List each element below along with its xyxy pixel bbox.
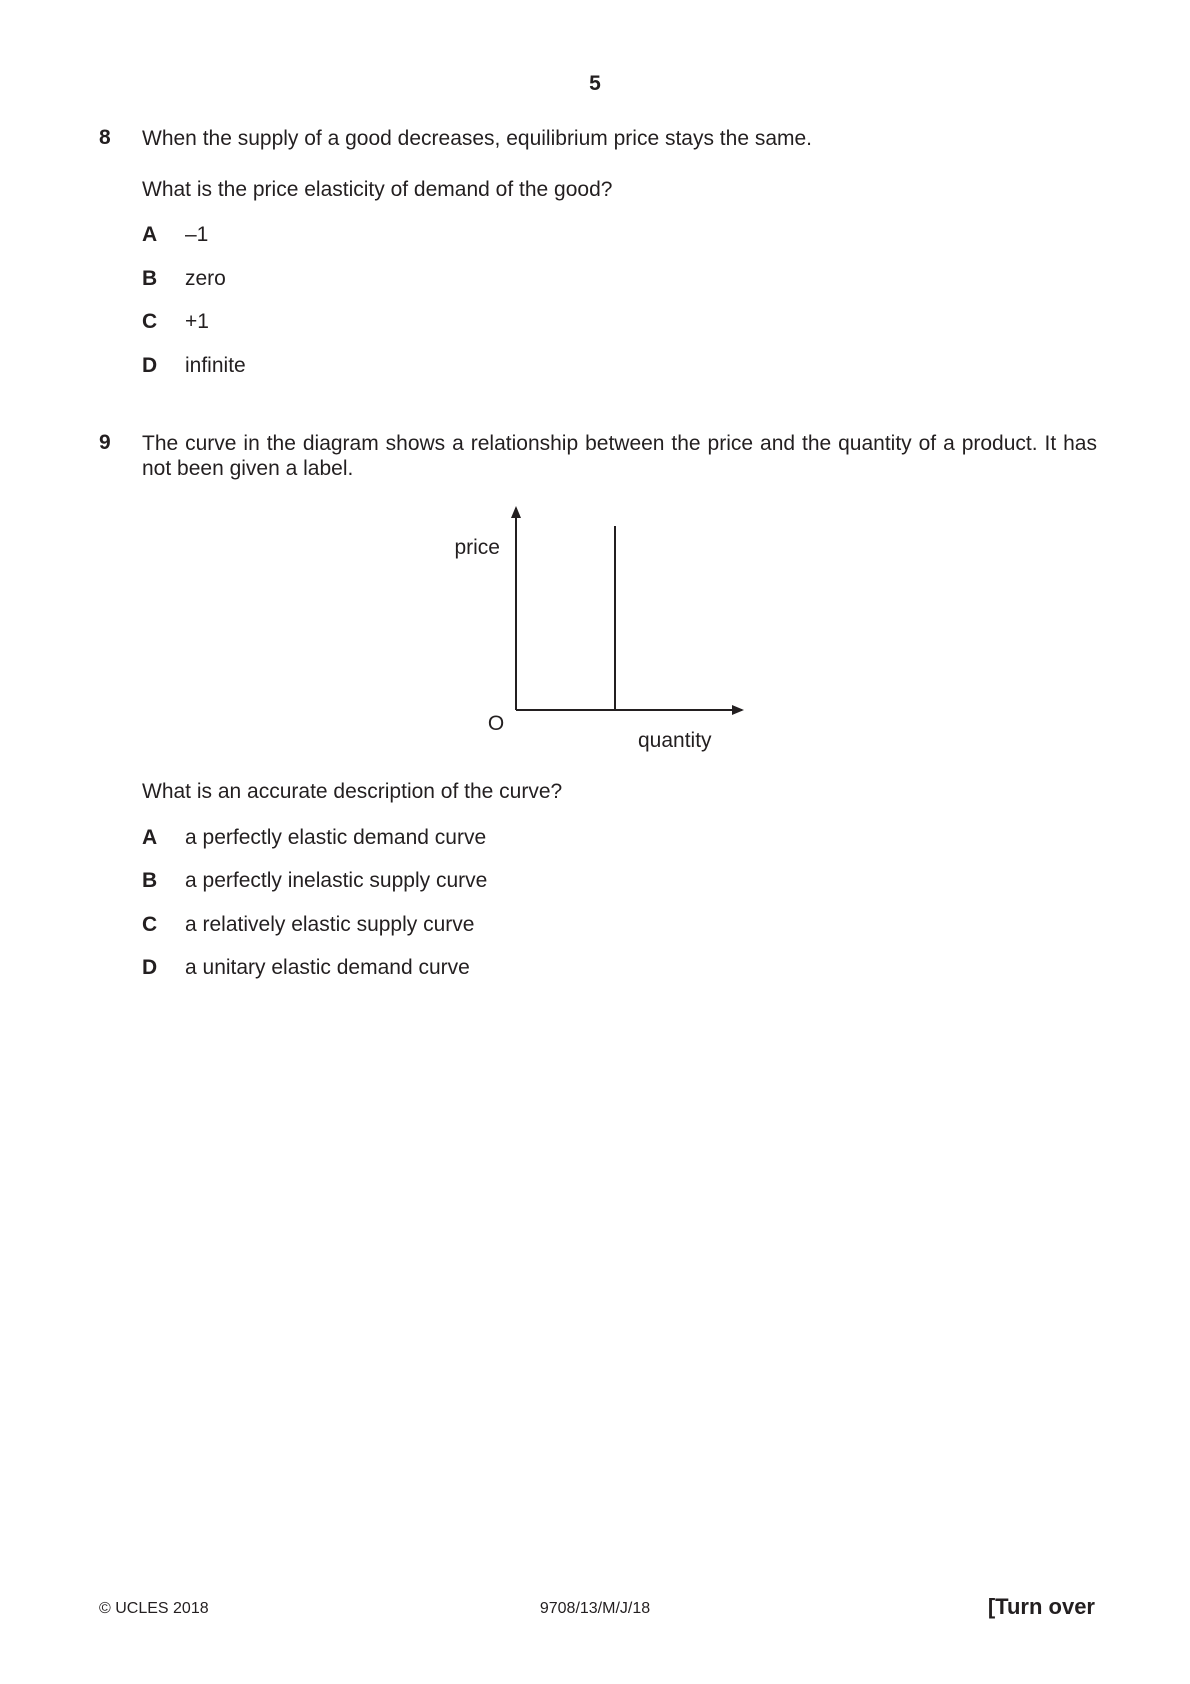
question-9-number: 9 [99, 431, 111, 454]
question-9-option-b-text: a perfectly inelastic supply curve [185, 869, 488, 892]
question-9-option-d-letter: D [142, 956, 158, 979]
question-9-option-c-text: a relatively elastic supply curve [185, 913, 475, 936]
question-8-option-a-letter: A [142, 223, 158, 246]
question-8-stem: When the supply of a good decreases, equilibrium price stays the same. [142, 127, 813, 150]
question-9-prompt: What is an accurate description of the curve? [142, 780, 563, 803]
footer-paper-code: 9708/13/M/J/18 [539, 1600, 651, 1617]
question-8-option-a-text: –1 [185, 223, 209, 246]
question-9-option-d-text: a unitary elastic demand curve [185, 956, 470, 979]
y-axis-label: price [454, 536, 500, 559]
question-8-option-d-letter: D [142, 354, 158, 377]
x-axis-label: quantity [638, 729, 712, 752]
question-8-option-d-text: infinite [185, 354, 246, 377]
origin-label: O [487, 712, 505, 735]
footer-turn-over: [Turn over [987, 1594, 1095, 1619]
price-quantity-diagram [430, 500, 760, 760]
question-8-option-b-text: zero [185, 267, 226, 290]
question-9-stem: The curve in the diagram shows a relationship between the price and the quantity of a product. It has not been given a label. [142, 432, 1097, 480]
question-9-option-c-letter: C [142, 913, 158, 936]
question-9-option-b-letter: B [142, 869, 158, 892]
question-9-option-a-text: a perfectly elastic demand curve [185, 826, 487, 849]
question-8-number: 8 [99, 126, 111, 149]
question-8-prompt: What is the price elasticity of demand of the good? [142, 178, 613, 201]
question-8-option-b-letter: B [142, 267, 158, 290]
question-8-option-c-letter: C [142, 310, 158, 333]
question-9-option-a-letter: A [142, 826, 158, 849]
question-8-option-c-text: +1 [185, 310, 209, 333]
footer-copyright: © UCLES 2018 [99, 1600, 209, 1617]
page-number: 5 [589, 72, 601, 95]
